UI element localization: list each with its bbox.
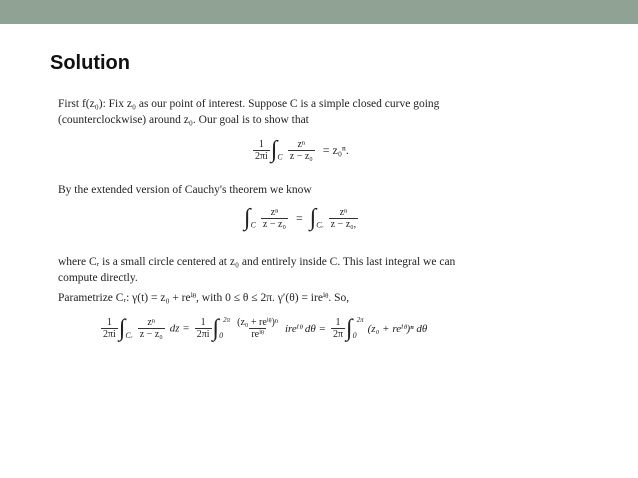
paragraph-where (58, 254, 455, 286)
integral-sign: ∫ (309, 205, 317, 231)
eq2-equals: = (295, 210, 303, 225)
eq3-contour-cr: Cᵣ (125, 331, 133, 340)
paragraph-intro (58, 96, 439, 128)
eq3-lower-limit-3: 0 (352, 331, 357, 340)
eq1-rhs: = z₀ⁿ. (322, 142, 349, 157)
eq2-contour-cr: Cᵣ (316, 220, 324, 230)
integral-sign: ∫ (244, 205, 251, 231)
slide-title: Solution (50, 52, 130, 74)
eq3-integrand-3: (z₀ + reⁱᶿ)ⁿ dθ (367, 322, 428, 335)
eq3-coefficient-3: $\frac{1}{2\pi}$ (332, 316, 344, 340)
eq3-upper-limit-2: 2π (223, 316, 231, 324)
paragraph-intro-line1: First f(z₀): Fix z₀ as our point of interest. Suppose C is a simple closed curve going (58, 98, 440, 110)
paragraph-cauchy: By the extended version of Cauchy's theorem we know (58, 184, 312, 196)
eq2-contour-c: C (250, 220, 256, 230)
eq3-dtheta: ireⁱᶿ dθ = (284, 322, 326, 335)
eq3-lower-limit-2: 0 (219, 331, 224, 340)
equation-computation (100, 316, 427, 340)
eq1-contour: C (277, 152, 283, 162)
equation-goal (252, 138, 352, 162)
paragraph-where-line1: where Cᵣ is a small circle centered at z₀ and entirely inside C. This last integral we can (58, 256, 456, 268)
eq3-integrand-1: $\frac{\text{zⁿ}}{\text{z − z₀}}$ (139, 316, 163, 340)
slide-header-bar (0, 0, 638, 24)
integral-sign: ∫ (118, 315, 126, 342)
eq1-coefficient: $\frac{1}{2\pi i}$ (255, 138, 268, 162)
eq2-integrand-left: $\frac{\text{zⁿ}}{\text{z − z₀}}$ (262, 206, 286, 230)
eq3-coefficient-2: $\frac{1}{2\pi i}$ (196, 316, 210, 340)
eq3-integrand-2: $\frac{\text{(z₀ + reⁱᶿ)ⁿ}}{\text{reⁱᶿ}}$ (237, 316, 278, 340)
eq1-integrand: $\frac{\text{zⁿ}}{\text{z − z₀}}$ (289, 138, 313, 162)
paragraph-where-line2: compute directly. (58, 272, 138, 284)
eq3-dz: dz = (169, 322, 190, 335)
integral-sign: ∫ (212, 315, 220, 342)
paragraph-intro-line2: (counterclockwise) around z₀. Our goal is to show that (58, 114, 309, 126)
integral-sign: ∫ (270, 137, 278, 163)
eq2-integrand-right: $\frac{\text{zⁿ}}{\text{z − z₀,}}$ (330, 206, 357, 230)
equation-cauchy (244, 206, 359, 230)
integral-sign: ∫ (346, 315, 353, 342)
eq3-coefficient-1: $\frac{1}{2\pi i}$ (103, 316, 116, 340)
paragraph-parametrize: Parametrize Cᵣ: γ(t) = z₀ + reⁱᶿ, with 0 ≤ θ ≤ 2π. γ′(θ) = ireⁱᶿ. So, (58, 292, 350, 304)
eq3-upper-limit-3: 2π (356, 316, 364, 324)
